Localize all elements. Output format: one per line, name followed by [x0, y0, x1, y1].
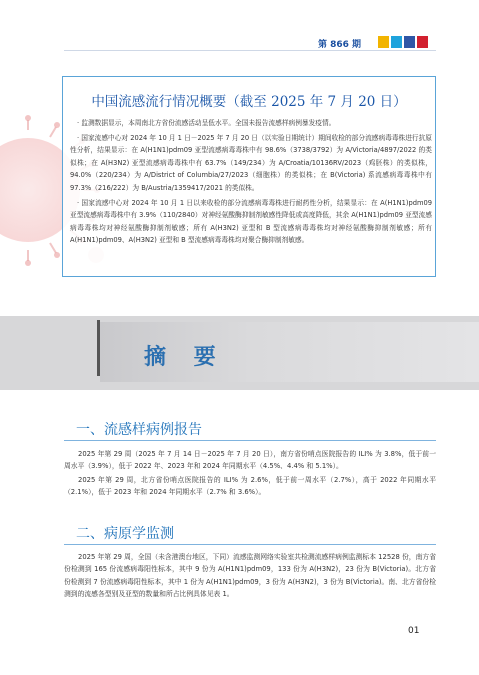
issue-number: 第 866 期 [318, 40, 362, 50]
color-block-cyan [391, 36, 402, 48]
ili-paragraph: 2025 年第 29 周（2025 年 7 月 14 日－2025 年 7 月 20 日），南方省份哨点医院报告的 ILI% 为 3.8%，低于前一周水平（3.9%），低于 2022 年、2023 年和 2024 年同期水平（4.5%、4.4% 和 5.1%）。 [64, 450, 436, 471]
color-block-red [417, 36, 428, 48]
summary-paragraph: · 国家流感中心对 2024 年 10 月 1 日以来收检的部分流感病毒毒株进行耐药性分析，结果显示：在 A(H1N1)pdm09 亚型流感病毒毒株中有 3.9%（110/2840）对神经氨酸酶抑制剂敏感性降低或高度降低，其余 A(H1N1)pdm09 亚型流感病毒毒株均对神经氨酸酶抑制剂敏感；所有 A(H3N2) 亚型和 B 型流感病毒毒株均对神经氨酸酶抑制剂敏感；所有 A(H1N1)pdm09、A(H3N2) 亚型和 B 型流感病毒毒株均对聚合酶抑制剂敏感。 [70, 198, 432, 245]
summary-paragraph: · 国家流感中心对 2024 年 10 月 1 日－2025 年 7 月 20 日（以实验日期统计）期间收检的部分流感病毒毒株进行抗原性分析，结果显示：在 A(H1N1)pdm09 亚型流感病毒毒株中有 98.6%（3738/3792）为 A/Victoria/4897/2022 的类似株；在 A(H3N2) 亚型流感病毒毒株中有 63.7%（149/234）为 A/Croatia/10136RV/2023（鸡胚株）的类似株，94.0%（220/234）为 A/District of Columbia/27/2023（细胞株）的类似株；在 B(Victoria) 系流感病毒毒株中有 97.3%（216/222）为 B/Austria/1359417/2021 的类似株。 [70, 133, 432, 192]
header-divider [64, 50, 436, 51]
color-block-yellow [378, 36, 389, 48]
abstract-title: 摘 要 [144, 345, 226, 370]
abstract-banner-bar [97, 320, 100, 376]
section-title-etiology: 二、病原学监测 [76, 526, 174, 542]
section-etiology-body [64, 551, 436, 602]
color-bar [378, 36, 428, 48]
section-title-ili: 一、流感样病例报告 [76, 422, 202, 438]
ili-paragraph: 2025 年第 29 周，北方省份哨点医院报告的 ILI% 为 2.6%，低于前一周水平（2.7%），高于 2022 年同期水平（2.1%），低于 2023 年和 2024 年同期水平（2.7% 和 3.6%）。 [64, 475, 436, 497]
section-ili-body [64, 448, 436, 500]
page-number: 01 [408, 626, 420, 636]
summary-box [62, 76, 436, 277]
section-divider [64, 544, 436, 545]
summary-title: 中国流感流行情况概要（截至 2025 年 7 月 20 日） [91, 94, 407, 110]
summary-paragraph: · 监测数据显示，本周南北方省份流感活动呈低水平。全国未报告流感样病例暴发疫情。 [77, 119, 336, 127]
color-block-blue [404, 36, 415, 48]
section-divider [64, 440, 436, 441]
summary-body [70, 117, 432, 249]
etiology-paragraph: 2025 年第 29 周，全国（未含港澳台地区，下同）流感监测网络实验室共检测流感样病例监测标本 12528 份，南方省份检测到 165 份流感病毒阳性标本，其中 9 份为 A(H1N1)pdm09，133 份为 A(H3N2)，23 份为 B(Victoria)。北方省份检测到 7 份流感病毒阳性标本，其中 1 份为 A(H1N1)pdm09，3 份为 A(H3N2)，3 份为 B(Victoria)。南、北方省份检测到的流感各型别及亚型的数量和所占比例具体见表 1。 [64, 553, 436, 599]
